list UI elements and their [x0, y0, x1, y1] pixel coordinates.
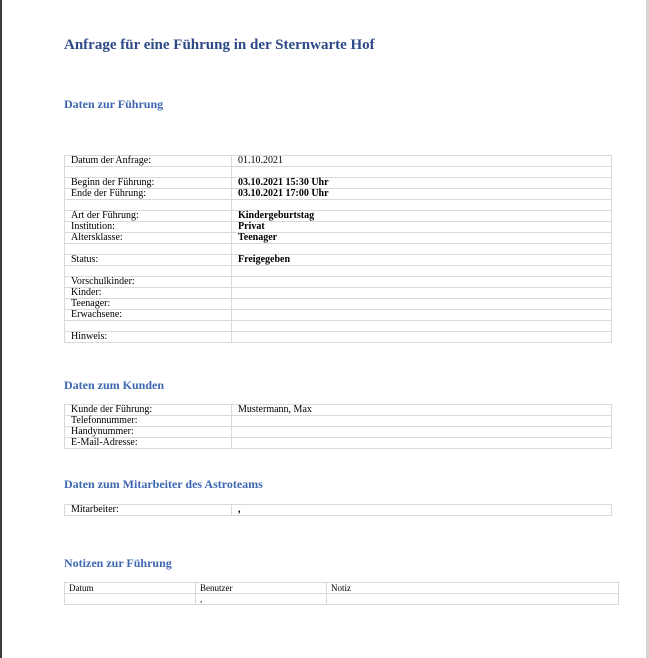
table-row [65, 288, 612, 299]
institution-label: Institution: [65, 222, 232, 233]
erwachsene-label: Erwachsene: [65, 310, 232, 321]
email-value [232, 438, 612, 449]
vorschulkinder-label: Vorschulkinder: [65, 277, 232, 288]
table-row [65, 255, 612, 266]
mitarbeiter-table [64, 504, 612, 516]
beginn-label: Beginn der Führung: [65, 178, 232, 189]
mitarbeiter-label: Mitarbeiter: [65, 505, 232, 516]
ende-value: 03.10.2021 17:00 Uhr [232, 189, 612, 200]
header-benutzer: Benutzer [196, 583, 327, 594]
section-heading-fuehrung: Daten zur Führung [64, 97, 164, 111]
section-heading-kunde: Daten zum Kunden [64, 378, 165, 392]
notizen-table [64, 582, 619, 605]
handy-value [232, 427, 612, 438]
altersklasse-label: Altersklasse: [65, 233, 232, 244]
table-spacer-row [65, 200, 612, 211]
kunde-name-value: Mustermann, Max [232, 405, 612, 416]
table-spacer-row [65, 167, 612, 178]
table-row [65, 594, 619, 605]
ende-label: Ende der Führung: [65, 189, 232, 200]
table-row [65, 189, 612, 200]
document-page [2, 0, 646, 658]
altersklasse-value: Teenager [232, 233, 612, 244]
hinweis-value [232, 332, 612, 343]
status-label: Status: [65, 255, 232, 266]
teenager-value [232, 299, 612, 310]
kunde-table [64, 404, 612, 449]
table-row [65, 405, 612, 416]
email-label: E-Mail-Adresse: [65, 438, 232, 449]
table-row [65, 505, 612, 516]
fuehrung-table [64, 155, 612, 343]
note-notiz-cell [327, 594, 619, 605]
handy-label: Handynummer: [65, 427, 232, 438]
kinder-label: Kinder: [65, 288, 232, 299]
table-spacer-row [65, 321, 612, 332]
mitarbeiter-value: , [232, 505, 612, 516]
table-header-row [65, 583, 619, 594]
erwachsene-value [232, 310, 612, 321]
datum-anfrage-value: 01.10.2021 [232, 156, 612, 167]
kunde-name-label: Kunde der Führung: [65, 405, 232, 416]
institution-value: Privat [232, 222, 612, 233]
section-heading-mitarbeiter: Daten zum Mitarbeiter des Astroteams [64, 477, 263, 491]
table-row [65, 277, 612, 288]
telefon-label: Telefonnummer: [65, 416, 232, 427]
table-spacer-row [65, 244, 612, 255]
table-row [65, 427, 612, 438]
table-row [65, 222, 612, 233]
art-label: Art der Führung: [65, 211, 232, 222]
table-spacer-row [65, 266, 612, 277]
datum-anfrage-label: Datum der Anfrage: [65, 156, 232, 167]
telefon-value [232, 416, 612, 427]
table-row [65, 310, 612, 321]
header-datum: Datum [65, 583, 196, 594]
beginn-value: 03.10.2021 15:30 Uhr [232, 178, 612, 189]
vorschulkinder-value [232, 277, 612, 288]
table-row [65, 332, 612, 343]
kinder-value [232, 288, 612, 299]
teenager-label: Teenager: [65, 299, 232, 310]
note-datum-cell [65, 594, 196, 605]
art-value: Kindergeburtstag [232, 211, 612, 222]
table-row [65, 178, 612, 189]
status-value: Freigegeben [232, 255, 612, 266]
table-row [65, 156, 612, 167]
table-row [65, 438, 612, 449]
section-heading-notizen: Notizen zur Führung [64, 556, 172, 570]
table-row [65, 299, 612, 310]
table-row [65, 211, 612, 222]
header-notiz: Notiz [327, 583, 619, 594]
table-row [65, 233, 612, 244]
document-title: Anfrage für eine Führung in der Sternwarte Hof [64, 37, 375, 53]
note-benutzer-cell: , [196, 594, 327, 605]
table-row [65, 416, 612, 427]
hinweis-label: Hinweis: [65, 332, 232, 343]
